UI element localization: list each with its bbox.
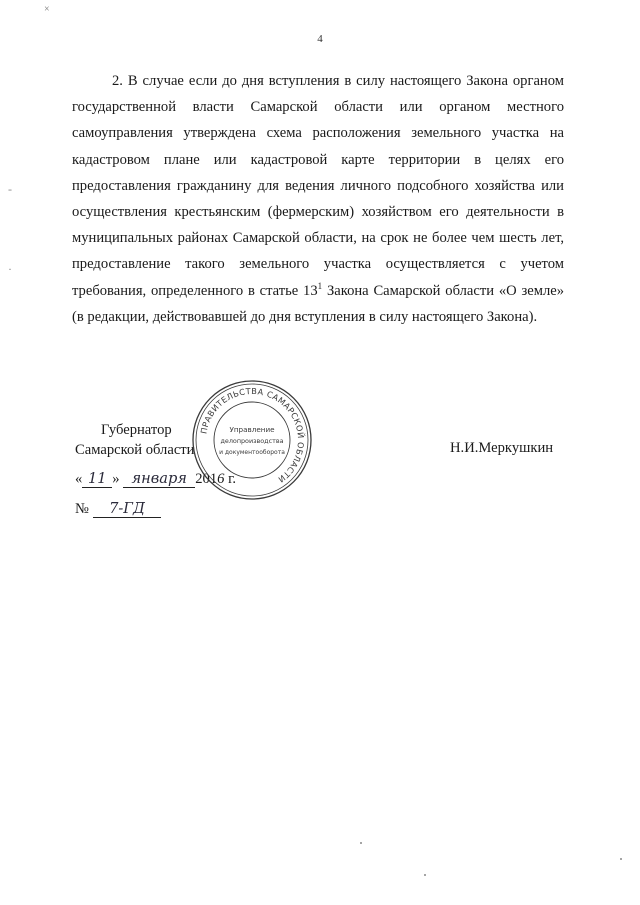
article-superscript: 1	[317, 280, 323, 291]
number-label: №	[75, 501, 89, 517]
seal-center-line3: и документооборота	[219, 449, 285, 456]
seal-center-line1: Управление	[229, 425, 275, 434]
scan-speck	[424, 874, 426, 876]
scan-speck	[360, 842, 362, 844]
signatory-name: Н.И.Меркушкин	[450, 440, 554, 456]
official-seal-stamp	[190, 378, 314, 502]
margin-dash: ·	[8, 262, 12, 276]
page-number: 4	[317, 33, 323, 45]
seal-ring-text: ПРАВИТЕЛЬСТВА САМАРСКОЙ ОБЛАСТИ	[198, 385, 307, 485]
seal-center-line2: делопроизводства	[220, 437, 284, 445]
signatory-title-line2: Самарской области	[75, 442, 195, 458]
law-number-line	[75, 500, 161, 518]
paragraph-text-part2: Закона Самарской области «О земле» (в редакции, действовавшей до дня вступления в силу настоящего Закона).	[72, 282, 564, 325]
date-year-suffix-handwritten: 6	[217, 471, 225, 487]
date-close-quote: »	[112, 471, 120, 487]
law-number-handwritten: 7-ГД	[93, 500, 161, 518]
signatory-title-line1: Губернатор	[101, 422, 172, 438]
date-day-handwritten: 11	[82, 470, 112, 488]
paragraph-text-part1: В случае если до дня вступления в силу настоящего Закона органом государственной власти Самарской области или органом местного самоуправления утверждена схема расположения земельного участка на кадастровом плане или кадастровой карте территории в целях его предоставления гражданину для ведения личного подсобного хозяйства или осуществления крестьянским (фермерским) хозяйством его деятельности в муниципальных районах Самарской области, на срок не более чем шесть лет, предоставление такого земельного участка осуществляется с учетом требования, определенного в статье 13	[72, 73, 564, 299]
margin-dash: -	[8, 182, 12, 196]
main-paragraph	[72, 68, 564, 330]
scan-speck	[620, 858, 622, 860]
date-month-handwritten: января	[123, 470, 195, 488]
date-year-prefix: 201	[195, 471, 218, 487]
corner-mark: ×	[44, 4, 50, 15]
date-open-quote: «	[75, 471, 83, 487]
date-year-unit: г.	[228, 471, 237, 487]
paragraph-number: 2.	[112, 73, 123, 89]
